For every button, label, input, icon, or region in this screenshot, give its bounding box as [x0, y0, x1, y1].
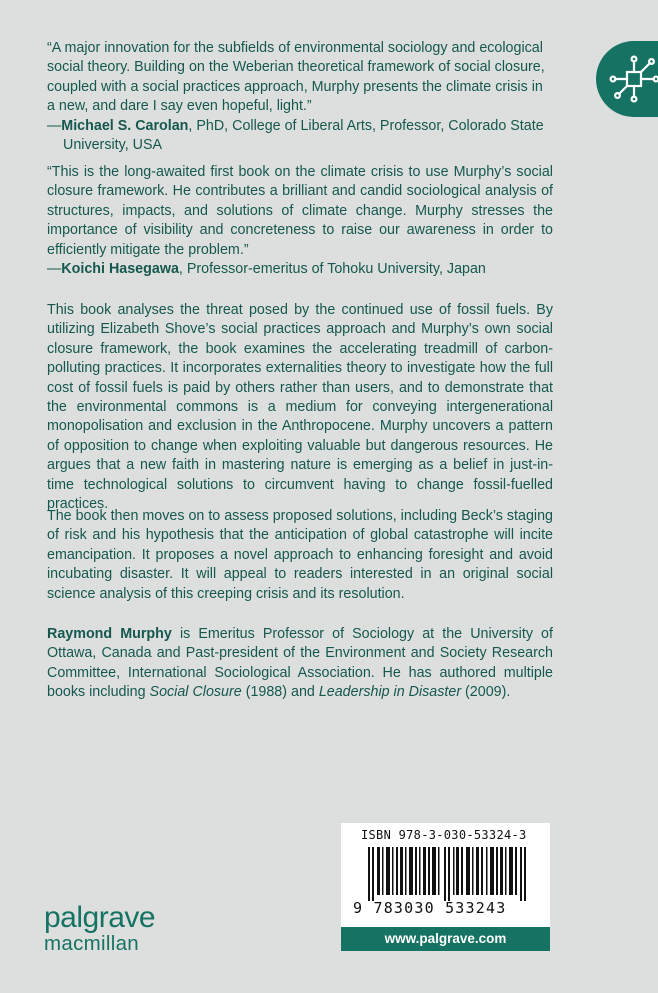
publisher-tab: [596, 41, 658, 117]
endorser-affiliation: , Professor-emeritus of Tohoku University, Japan: [178, 261, 486, 278]
logo-palgrave: palgrave: [44, 901, 156, 934]
palgrave-macmillan-logo: [44, 903, 155, 955]
endorsement-2: [47, 163, 553, 279]
description-paragraph-1: This book analyses the threat posed by the continued use of fossil fuels. By utilizing Elizabeth Shove’s social practices approach and Murphy’s own social closure framework, the book examines the accelerating treadmill of carbon-polluting practices. It incorporates externalities theory to investigate how the full cost of fossil fuels is paid by others rather than users, and to demonstrate that the environmental commons is a medium for conveying intergenerational monopolisation and exclusion in the Anthropocene. Murphy uncovers a pattern of opposition to change when exploiting valuable but dangerous resources. He argues that a new faith in mastering nature is emerging as a belief in just-in-time technological solutions to circumvent having to change fossil-fuelled practices.: [47, 302, 553, 513]
endorser-name: Michael S. Carolan: [61, 117, 189, 134]
publisher-website[interactable]: www.palgrave.com: [341, 927, 550, 951]
network-node-icon: [608, 53, 658, 105]
description-paragraph-2: The book then moves on to assess proposed solutions, including Beck’s staging of risk and his hypothesis that the anticipation of global catastrophe will incite emancipation. It proposes a novel approach to enhancing foresight and avoid incubating disaster. It will appeal to readers interested in an original social science analysis of this creeping crisis and its resolution.: [47, 508, 553, 602]
isbn-label: ISBN 978-3-030-53324-3: [361, 828, 527, 842]
endorser-name: Koichi Hasegawa: [61, 261, 179, 278]
author-name: Raymond Murphy: [47, 626, 172, 642]
endorsement-text: “A major innovation for the subfields of environmental sociology and ecological social theory. Building on the Weberian theoretical framework of social closure, coupled with a social practices approach, Murphy presents the climate crisis in a new, and dare I say even hopeful, light.”: [47, 40, 545, 115]
logo-macmillan: macmillan: [44, 932, 139, 955]
endorsement-1: [47, 39, 553, 155]
barcode-bars: [368, 847, 528, 901]
book-title: Social Closure: [149, 684, 242, 701]
endorser-affiliation: , PhD, College of Liberal Arts, Professor, Colorado State University, USA: [63, 117, 544, 154]
book-title: Leadership in Disaster: [318, 684, 462, 701]
endorsement-attribution: —Michael S. Carolan, PhD, College of Liberal Arts, Professor, Colorado State University, USA: [47, 117, 544, 154]
isbn-barcode: [341, 823, 550, 928]
endorsement-text: “This is the long-awaited first book on the climate crisis to use Murphy’s social closure framework. He contributes a brilliant and candid sociological analysis of structures, impacts, and solutions of climate change. Murphy stresses the importance of visibility and concreteness to raise our awareness in order to efficiently mitigate the problem.”: [47, 164, 553, 258]
barcode-digits: 9 783030 533243: [353, 899, 507, 917]
author-bio: Raymond Murphy is Emeritus Professor of Sociology at the University of Ottawa, Canada and Past-president of the Environment and Society Research Committee, International Sociological Association. He has authored multiple books including Social Closure (1988) and Leadership in Disaster (2009).: [47, 626, 553, 701]
endorsement-attribution: —Koichi Hasegawa, Professor-emeritus of Tohoku University, Japan: [47, 261, 486, 278]
